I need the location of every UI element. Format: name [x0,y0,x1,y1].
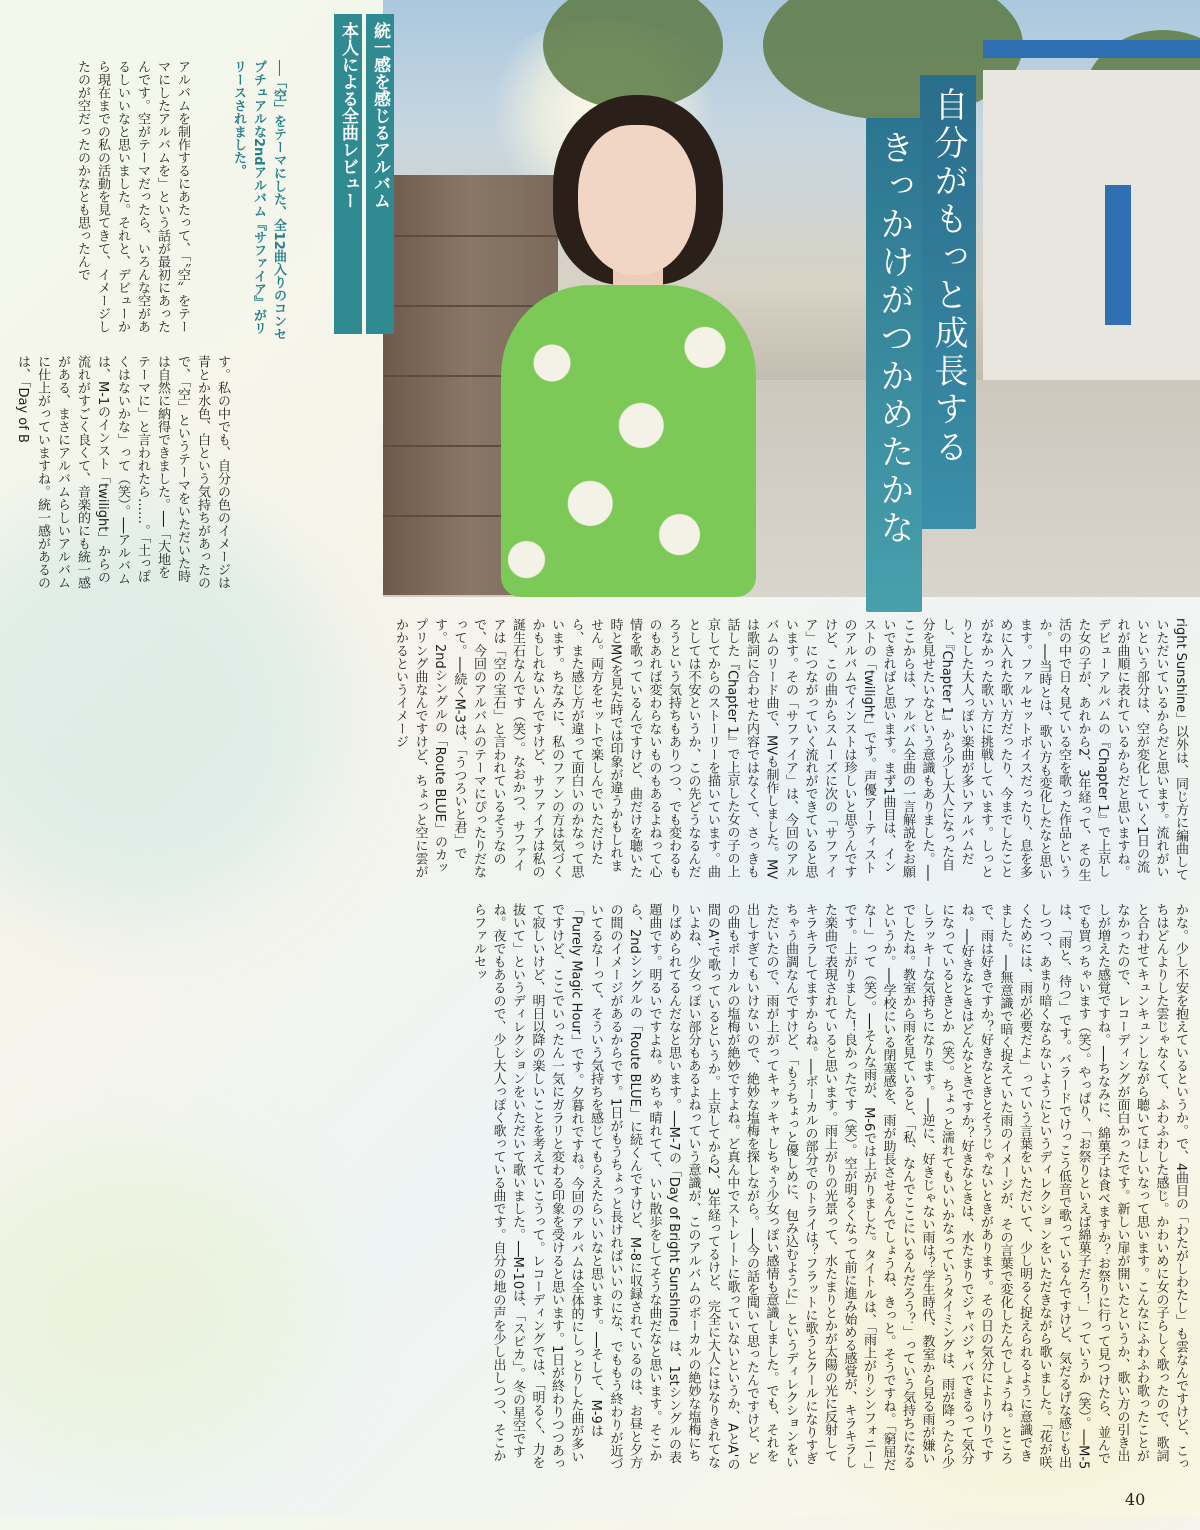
green-flower-sweater [501,285,756,597]
headline-line-2: きっかけがつかめたかな [866,118,922,612]
page-number: 40 [1125,1490,1146,1509]
section-title [330,14,394,334]
building [983,70,1200,400]
portrait-photo [383,0,1200,597]
section-title-line-1: 統一感を感じるアルバム [366,14,394,334]
section-title-line-2: 本人による全曲レビュー [334,14,362,334]
blue-railing [983,40,1200,58]
article-middle-row: right Sunshine」以外は、同じ方に編曲していただいているからだと思います。流れがいいという部分は、空が変化していく1日の流れが曲順に表れているからだと思いますね。デビューアルバムの『Chapter 1』で上京した女の子が、あれから2、3年経って、その生活の中で日々見ている空を歌った作品というか。──当時とは、歌い方も変化したなと思います。ファルセットボイスだったり、息を多めに入れた歌い方だったり、今までしたことがなかった歌い方に挑戦しています。しっとりとした大人っぽい楽曲が多いアルバムだし、『Chapter 1』から少し大人になった自分を見せたいなという意識もありました。──ここからは、アルバム全曲の一言解説をお願いできればと思います。まず1曲目は、インストの「twilight」です。声優アーティストのアルバムでインストは珍しいと思うんですけど、この曲からスムーズに次の「サファイア」につながっていく流れができていると思います。その「サファイア」は、今回のアルバムのリード曲で、MVも制作しました。MVは歌詞に合わせた内容ではなくて、さっきも話した『Chapter 1』で上京した女の子の上京してからのストーリーを描いています。曲としては不安というか、この先どうなるんだろうという気持ちもありつつ、でも変わるものもあれば変わらないものもあるよねって心情を歌っているんですけど、曲だけを聴いた時とMVを見た時では印象が違うかもしれません。両方をセットで楽しんでいただけたら、また感じ方が違って面白いのかなって思います。ちなみに、私のファンの方は気づくかもしれないんですけど、サファイアは私の誕生石なんです（笑）。なおかつ、サファイアは「空の宝石」と言われているそうなので、今回のアルバムのテーマにぴったりだなって。──続くM-3は、「うつろいと君」です。2ndシングルの「Route BLUE」のカップリング曲なんですけど、ちょっと空に雲がかかるというイメージ [393,618,1188,882]
intro-continued: す。私の中でも、自分の色のイメージは青とか水色、白という気持ちがあったので、「空」というテーマをいただいた時は自然に納得できました。──「大地をテーマに」と言われたら……。「土っぽくはないかな」って（笑）。──アルバムは、M-1のインスト「twilight」からの流れがすごく良くて、音楽的にも統一感がある、まさにアルバムらしいアルバムに仕上がっていますね。統一感があるのは、「Day of B [15,355,230,589]
face [578,125,696,275]
intro-question: ──「空」をテーマにした、全12曲入りのコンセプチュアルな2ndアルバム『サファイア』がリリースされました。 [231,60,286,341]
article-bottom-row: かな。少し不安を抱えているというか。で、4曲目の「わたがしわたし」も雲なんですけど、こっちはどんよりした雲じゃなくて、ふわふわした感じ。かわいめに女の子らしく歌ったので、歌詞と合わせてキュンキュンしながら聴いてほしいなって思います。こんなにふわふわ歌ったことがなかったので、レコーディングが面白かったです。新しい扉が開いたというか、歌い方の引き出しが増えた感覚ですね。──ちなみに、綿菓子は食べますか？お祭りに行って見つけたら、並んででも買っちゃいます（笑）。やっぱり、「お祭りといえば綿菓子だろ！」っていうか（笑）。──M-5は、「雨と、待つ」です。バラードでけっこう低音で歌っているんですけど、気だるげな感じも出しつつ、あまり暗くならないようにというディレクションをいただきながら歌いました。「花が咲くためには、雨が必要だよ」っていう言葉をいただいて、少し明るく捉えられるように意識できました。──無意識で暗く捉えていた雨のイメージが、その言葉で変化したんでしょうね。ところで、雨は好きですか？好きなときとそうじゃないときがあります。その日の気分によりけりですね。──好きなときはどんなときですか？好きなときは、水たまりでジャバジャバできるって気分になっているときとか（笑）。ちょっと濡れてもいいかなっていうタイミングは、雨が降ったら少しラッキーな気持ちになります。──逆に、好きじゃない雨は？学生時代、教室から見る雨が嫌いでしたね。教室から雨を見ていると、「私、なんでここにいるんだろう？」っていう気持ちになるというか。──学校にいる閉塞感を、雨が助長させるんでしょうね、きっと。そうですね。「窮屈だなー」って（笑）。──そんな雨が、M-6では上がりました。タイトルは、「雨上がりシンフォニー」です。上がりました！良かったです（笑）。空が明るくなって前に進み始める感覚が、キラキラした楽曲で表現されていると思います。雨上がりの光景って、水たまりとかが太陽の光に反射してキラキラしてますからね。──ボーカルの部分でのトライは？フラットに歌うとクールになりすぎちゃう曲調なんですけど、「もうちょっと優しめに、包み込むように」というディレクションをいただいたので、雨が上がってキャッキャしちゃう少女っぽい感情も意識しました。でも、それを出しすぎてもいけないので、絶妙な塩梅を探しながら。──今の話を聞いて思ったんですけど、どの曲もボーカルの塩梅が絶妙ですよね。ど真ん中でストレートに歌っていないというか、AとA'の間のA''で歌っているというか。上京してから2、3年経ってるけど、完全に大人にはなりきれてないよね、少女っぽい部分もあるよねっていう意識が、このアルバムのボーカルの絶妙な塩梅にちりばめられてるんだなと思います。──M-7の「Day of Bright Sunshine」は、1stシングルの表題曲です。明るいですよね。めちゃ晴れてて、いい散歩をしてそうな曲だなと思います。そこから、2ndシングルの「Route BLUE」に続くんですけど、M-8に収録されているのは、お昼と夕方の間のイメージがあるからです。1日がもうちょっと長ければいいのにな、でももう終わりが近づいてるなーって、そういう気持ちを感じてもらえたらいいなと思います。──そして、M-9は「Purely Magic Hour」です。夕暮れですね。今回のアルバムは全体的にしっとりした曲が多いですけど、ここでいったん一気にガラリと変わる印象を受けると思います。1日が終わりつつあって寂しいけど、明日以降の楽しいことを考えていこうって。レコーディングでは、「明るく、力を抜いて」というディレクションをいただいて歌いました。──M-10は、「スピカ」。冬の星空ですね。夜でもあるので、少し大人っぽく歌っている曲です。自分の地の声を少し出しつつ、そこからファルセッ [471,903,1188,1472]
street-sign [1105,185,1131,325]
intro-answer: アルバムを制作するにあたって、「〝空〟をテーマにしたアルバムを」という話が最初にあったんです。空がテーマだったら、いろんな空があるしいいなと思いました。それと、デビューから現在までの私の活動を見てきて、イメージしたのが空だったのかなとも思ったんで [75,60,190,333]
headline-line-1: 自分がもっと成長する [920,75,976,529]
